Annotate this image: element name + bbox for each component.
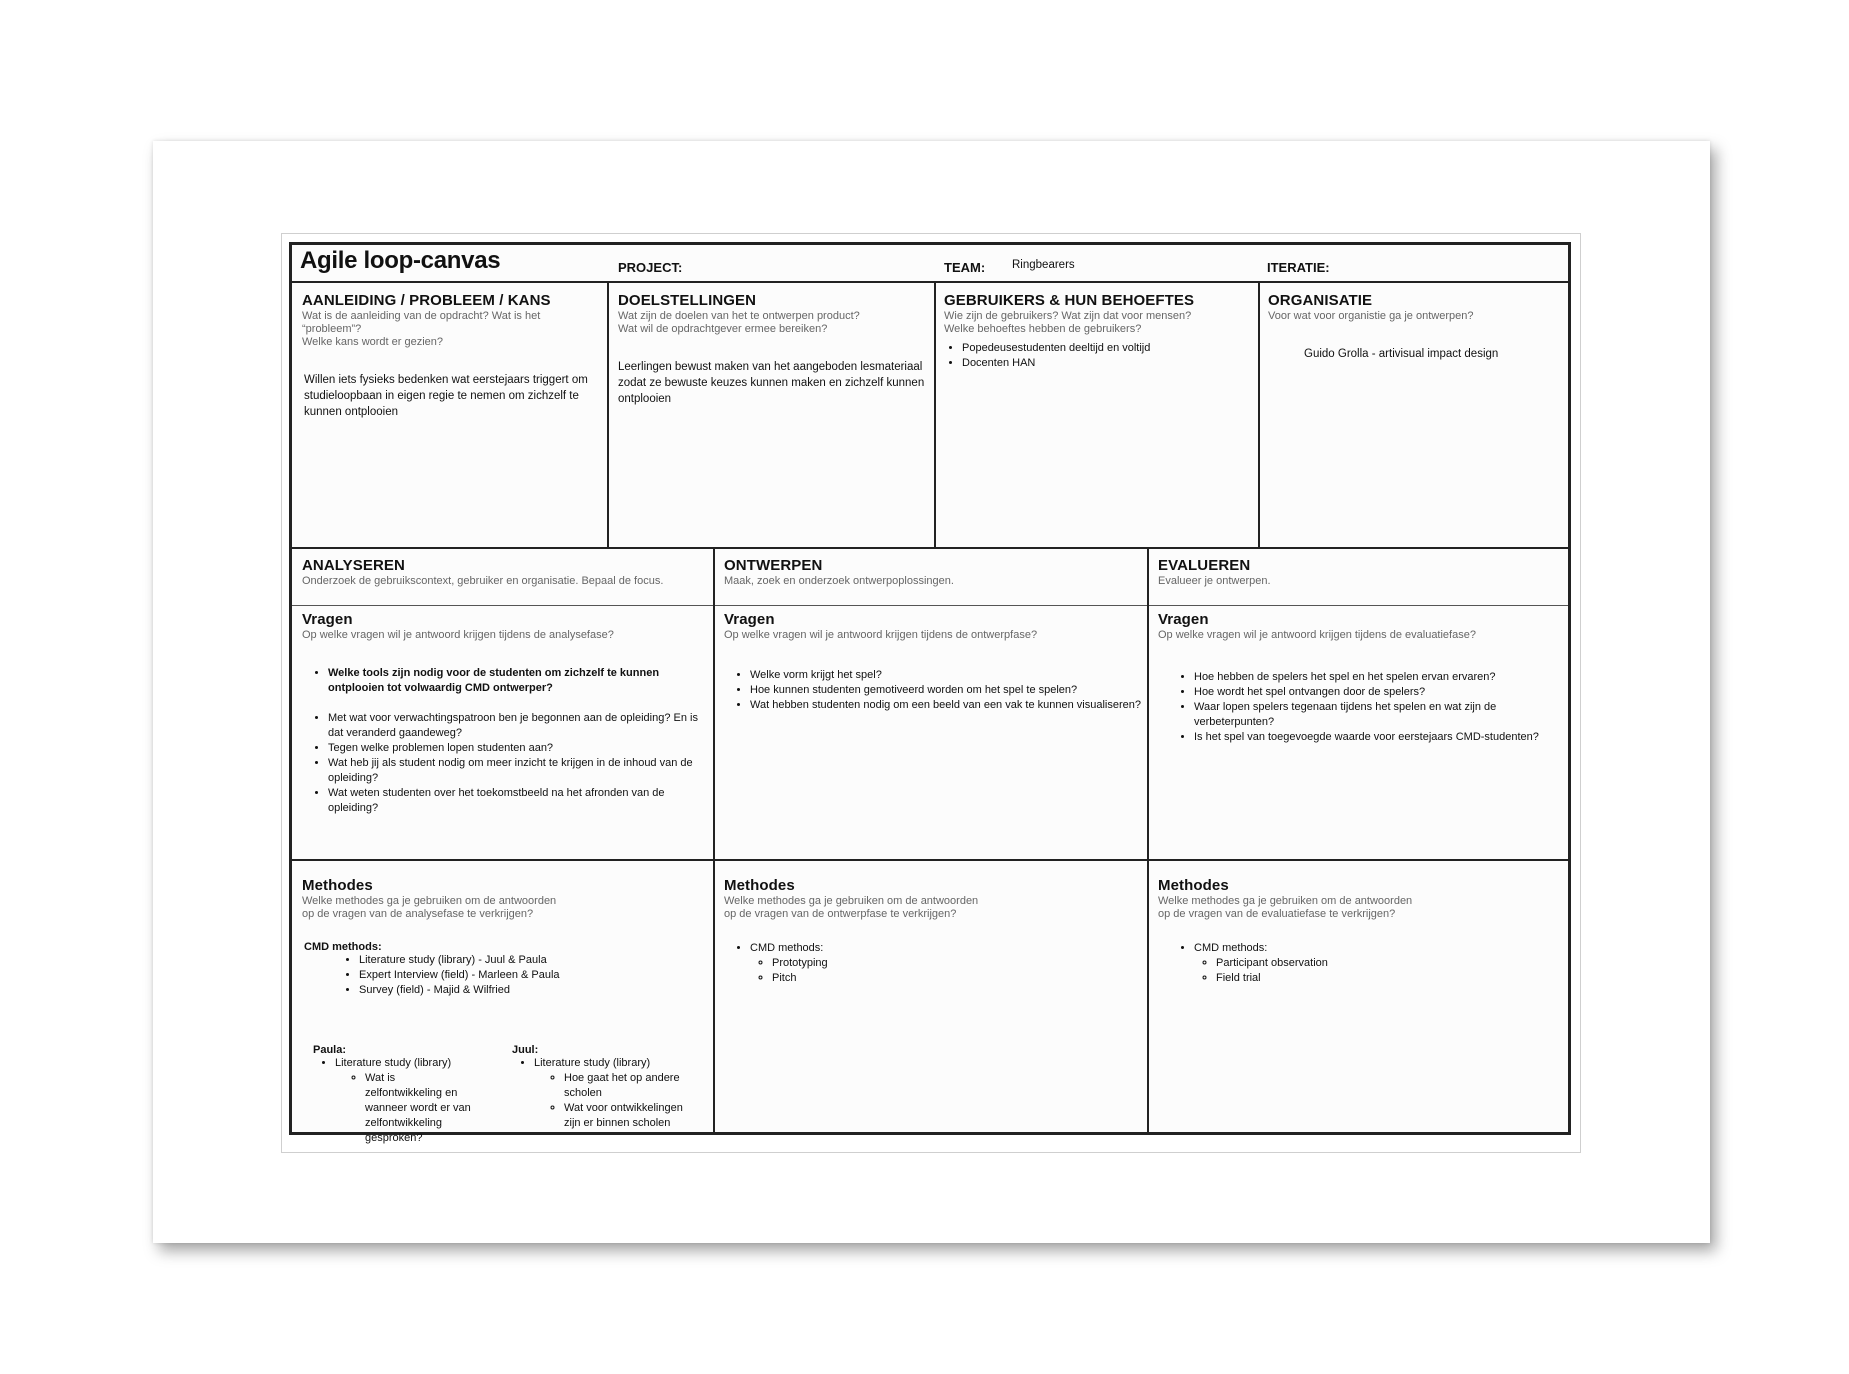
list-item: • Hoe kunnen studenten gemotiveerd worden om het spel te spelen? xyxy=(750,683,1142,698)
project-label: PROJECT: xyxy=(618,260,683,275)
list-item: • Is het spel van toegevoegde waarde voor eerstejaars CMD-studenten? xyxy=(1194,730,1563,745)
section-title: ANALYSEREN xyxy=(302,557,405,574)
paula-label: Paula: xyxy=(313,1044,347,1056)
list-item: ◦ Field trial xyxy=(1216,971,1563,986)
analyseren-header xyxy=(302,557,707,603)
doelstellingen-text: Leerlingen bewust maken van het aangeboden lesmateriaal zodat ze bewuste keuzes kunnen maken en zichzelf kunnen ontplooien xyxy=(618,361,925,405)
cmd-methods-label: CMD methods: xyxy=(304,941,382,953)
section-subtitle: op de vragen van de ontwerpfase te verkrijgen? xyxy=(724,908,957,920)
section-subtitle: Op welke vragen wil je antwoord krijgen tijdens de ontwerpfase? xyxy=(724,629,1038,641)
section-subtitle: Welke methodes ga je gebruiken om de antwoorden xyxy=(1158,895,1413,907)
juul-list xyxy=(512,1056,702,1131)
list-item: ◦ Wat is zelfontwikkeling en wanneer wordt er van zelfontwikkeling gesproken? xyxy=(365,1071,475,1146)
evalueren-header xyxy=(1158,557,1563,603)
list-item: • Expert Interview (field) - Marleen & Paula xyxy=(359,968,707,983)
section-subtitle: Welke methodes ga je gebruiken om de antwoorden xyxy=(724,895,979,907)
gebruikers-list xyxy=(944,341,1254,371)
page-title: Agile loop-canvas xyxy=(300,247,501,274)
ontwerpen-methodes xyxy=(724,877,1142,1132)
section-subtitle: Op welke vragen wil je antwoord krijgen tijdens de analysefase? xyxy=(302,629,614,641)
cmd-methods-list xyxy=(302,953,707,998)
doelstellingen-section xyxy=(618,292,928,542)
section-subtitle: op de vragen van de analysefase te verkrijgen? xyxy=(302,908,534,920)
iteratie-label: ITERATIE: xyxy=(1267,260,1330,275)
paula-block xyxy=(313,1044,498,1146)
section-title: GEBRUIKERS & HUN BEHOEFTES xyxy=(944,292,1195,309)
section-title: EVALUEREN xyxy=(1158,557,1251,574)
list-item: • Waar lopen spelers tegenaan tijdens het spelen en wat zijn de verbeterpunten? xyxy=(1194,700,1563,730)
divider xyxy=(713,547,715,1132)
list-item: • Survey (field) - Majid & Wilfried xyxy=(359,983,707,998)
agile-loop-canvas xyxy=(289,242,1571,1144)
list-item: • Welke vorm krijgt het spel? xyxy=(750,668,1142,683)
list-item xyxy=(534,1056,702,1131)
gebruikers-section xyxy=(944,292,1254,542)
analyseren-vragen xyxy=(302,611,707,856)
list-item xyxy=(335,1056,498,1146)
ontwerpen-header xyxy=(724,557,1142,603)
section-subtitle: Voor wat voor organistie ga je ontwerpen? xyxy=(1268,310,1474,322)
team-value[interactable]: Ringbearers xyxy=(1012,259,1075,271)
list-item: • Wat weten studenten over het toekomstbeeld na het afronden van de opleiding? xyxy=(328,786,707,816)
list-item: ◦ Participant observation xyxy=(1216,956,1563,971)
section-subtitle: Wat wil de opdrachtgever ermee bereiken? xyxy=(618,323,828,335)
section-title: Methodes xyxy=(724,877,795,894)
evalueren-methodes xyxy=(1158,877,1563,1132)
divider xyxy=(607,281,609,547)
list-item: • Literature study (library) - Juul & Paula xyxy=(359,953,707,968)
organisatie-section xyxy=(1268,292,1563,542)
list-item: • Tegen welke problemen lopen studenten aan? xyxy=(328,741,707,756)
vragen-list xyxy=(724,668,1142,713)
paula-sublist xyxy=(335,1071,475,1146)
cmd-methods-label: CMD methods: xyxy=(1194,942,1268,954)
section-subtitle: Op welke vragen wil je antwoord krijgen tijdens de evaluatiefase? xyxy=(1158,629,1476,641)
cmd-methods-label: CMD methods: xyxy=(750,942,824,954)
section-title: Vragen xyxy=(302,611,353,628)
divider xyxy=(1258,281,1260,547)
section-subtitle: Evalueer je ontwerpen. xyxy=(1158,575,1271,587)
section-subtitle: Welke methodes ga je gebruiken om de antwoorden xyxy=(302,895,557,907)
list-item: ◦ Prototyping xyxy=(772,956,1142,971)
list-item-text: Literature study (library) xyxy=(534,1057,651,1069)
juul-sublist xyxy=(534,1071,694,1131)
section-title: ORGANISATIE xyxy=(1268,292,1373,309)
list-item: • Met wat voor verwachtingspatroon ben je begonnen aan de opleiding? En is dat veranderd gaandeweg? xyxy=(328,711,707,741)
list-item: • Hoe wordt het spel ontvangen door de spelers? xyxy=(1194,685,1563,700)
list-item: • Welke tools zijn nodig voor de studenten om zichzelf te kunnen ontplooien tot volwaardig CMD ontwerper? xyxy=(328,666,707,696)
header-row xyxy=(292,245,1568,281)
vragen-list xyxy=(1158,670,1563,745)
divider xyxy=(292,281,1568,283)
section-subtitle: Maak, zoek en onderzoek ontwerpoplossingen. xyxy=(724,575,954,587)
section-title: Vragen xyxy=(1158,611,1209,628)
juul-label: Juul: xyxy=(512,1044,539,1056)
section-subtitle: Wat is de aanleiding van de opdracht? Wat is het “probleem”? xyxy=(302,310,541,335)
divider xyxy=(292,547,1568,549)
team-label: TEAM: xyxy=(944,260,986,275)
cmd-methods-list xyxy=(1158,941,1563,986)
section-subtitle: Wie zijn de gebruikers? Wat zijn dat voor mensen? xyxy=(944,310,1192,322)
ontwerpen-vragen xyxy=(724,611,1142,856)
section-title: AANLEIDING / PROBLEEM / KANS xyxy=(302,292,551,309)
cmd-methods-sublist xyxy=(1194,956,1563,986)
analyseren-methodes xyxy=(302,877,707,1144)
section-title: Vragen xyxy=(724,611,775,628)
list-item: • Hoe hebben de spelers het spel en het spelen ervan ervaren? xyxy=(1194,670,1563,685)
section-subtitle: Wat zijn de doelen van het te ontwerpen product? xyxy=(618,310,860,322)
list-item-text: Literature study (library) xyxy=(335,1057,452,1069)
list-item xyxy=(750,941,1142,986)
divider xyxy=(1147,547,1149,1132)
list-item: ◦ Pitch xyxy=(772,971,1142,986)
list-item xyxy=(1194,941,1563,986)
list-item: ◦ Hoe gaat het op andere scholen xyxy=(564,1071,694,1101)
cmd-methods-sublist xyxy=(750,956,1142,986)
section-title: Methodes xyxy=(302,877,373,894)
paula-list xyxy=(313,1056,498,1146)
cmd-methods-list xyxy=(724,941,1142,986)
aanleiding-section xyxy=(302,292,602,542)
section-title: Methodes xyxy=(1158,877,1229,894)
section-title: ONTWERPEN xyxy=(724,557,823,574)
list-item: ◦ Wat voor ontwikkelingen zijn er binnen scholen xyxy=(564,1101,694,1131)
divider xyxy=(934,281,936,547)
list-item: • Wat hebben studenten nodig om een beeld van een vak te kunnen visualiseren? xyxy=(750,698,1142,713)
section-subtitle: Welke behoeftes hebben de gebruikers? xyxy=(944,323,1142,335)
juul-block xyxy=(512,1044,702,1131)
list-item: • Wat heb jij als student nodig om meer inzicht te krijgen in de inhoud van de opleiding? xyxy=(328,756,707,786)
evalueren-vragen xyxy=(1158,611,1563,856)
vragen-list xyxy=(302,666,707,816)
organisatie-text: Guido Grolla - artivisual impact design xyxy=(1304,348,1499,360)
section-title: DOELSTELLINGEN xyxy=(618,292,757,309)
list-item: • Popedeusestudenten deeltijd en voltijd xyxy=(962,341,1254,356)
list-item: • Docenten HAN xyxy=(962,356,1254,371)
aanleiding-text: Willen iets fysieks bedenken wat eerstejaars triggert om studieloopbaan in eigen regie te nemen om zichzelf te kunnen ontplooien xyxy=(304,374,588,418)
divider xyxy=(292,605,1568,606)
divider xyxy=(292,859,1568,861)
section-subtitle: Onderzoek de gebruikscontext, gebruiker en organisatie. Bepaal de focus. xyxy=(302,575,664,587)
section-subtitle: op de vragen van de evaluatiefase te verkrijgen? xyxy=(1158,908,1396,920)
section-subtitle: Welke kans wordt er gezien? xyxy=(302,336,444,348)
